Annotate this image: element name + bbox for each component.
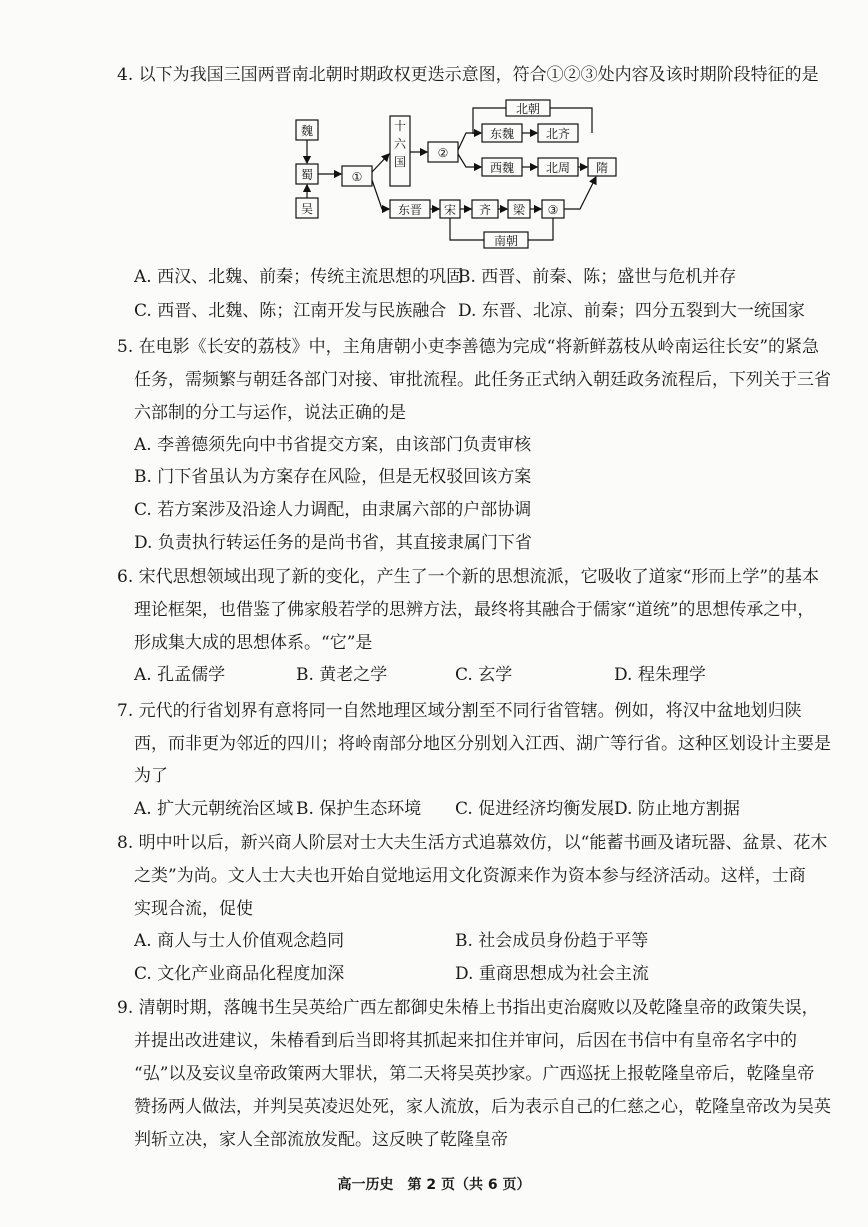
q6-stem-line-2: 理论框架，也借鉴了佛家般若学的思辨方法，最终将其融合于儒家“道统”的思想传承之中， [134,600,815,620]
q6-option-d[interactable]: D. 程朱理学 [614,665,706,685]
q6-option-b[interactable]: B. 黄老之学 [296,665,388,685]
q7-stem-line-3: 为了 [134,766,168,786]
regime-succession-diagram [290,94,630,254]
q6-stem-line-3: 形成集大成的思想体系。“它”是 [134,633,373,653]
q7-option-b[interactable]: B. 保护生态环境 [296,799,422,819]
node-xiwei: 西魏 [489,161,515,175]
q8-option-a[interactable]: A. 商人与士人价值观念趋同 [134,931,345,951]
node-beiqi: 北齐 [545,127,571,141]
label-nanchao: 南朝 [493,234,519,248]
node-shiliuguo-1: 十 [393,119,407,133]
q7-stem-line-1: 7. 元代的行省划界有意将同一自然地理区域分割至不同行省管辖。例如，将汉中盆地划归陕 [117,701,802,721]
node-beizhou: 北周 [545,161,571,175]
q7-option-d[interactable]: D. 防止地方割据 [614,799,740,819]
node-blank-1: ① [351,170,363,184]
q5-option-a[interactable]: A. 李善德须先向中书省提交方案，由该部门负责审核 [134,435,532,455]
q5-option-d[interactable]: D. 负责执行转运任务的是尚书省，其直接隶属门下省 [134,533,532,553]
node-shu: 蜀 [300,168,314,182]
q5-stem-line-2: 任务，需频繁与朝廷各部门对接、审批流程。此任务正式纳入朝廷政务流程后，下列关于三省 [134,370,831,390]
q8-option-c[interactable]: C. 文化产业商品化程度加深 [134,964,345,984]
q4-stem: 4. 以下为我国三国两晋南北朝时期政权更迭示意图，符合①②③处内容及该时期阶段特征的是 [117,65,819,85]
q9-stem-line-4: 赞扬两人做法，并判吴英凌迟处死，家人流放，后为表示自己的仁慈之心，乾隆皇帝改为吴英 [134,1097,831,1117]
q9-stem-line-3: “弘”以及妄议皇帝政策两大罪状，第二天将吴英抄家。广西巡抚上报乾隆皇帝后，乾隆皇帝 [134,1064,815,1084]
q8-option-d[interactable]: D. 重商思想成为社会主流 [455,964,649,984]
q9-stem-line-5: 判斩立决，家人全部流放发配。这反映了乾隆皇帝 [134,1130,508,1150]
q8-option-b[interactable]: B. 社会成员身份趋于平等 [455,931,649,951]
node-wu: 吴 [300,202,314,216]
node-liang: 梁 [512,203,526,217]
q7-stem-line-2: 西，而非更为邻近的四川；将岭南部分地区分别划入江西、湖广等行省。这种区划设计主要是 [134,734,831,754]
node-shiliuguo-3: 国 [393,155,407,169]
q8-stem-line-2: 之类”为尚。文人士大夫也开始自觉地运用文化资源来作为资本参与经济活动。这样，士商 [134,866,806,886]
q6-stem-line-1: 6. 宋代思想领域出现了新的变化，产生了一个新的思想流派，它吸收了道家“形而上学”的基本 [117,567,820,587]
q4-option-b[interactable]: B. 西晋、前秦、陈；盛世与危机并存 [458,267,737,287]
q8-stem-line-1: 8. 明中叶以后，新兴商人阶层对士大夫生活方式追慕效仿，以“能蓄书画及诸玩器、盆景、花木 [117,833,828,853]
node-blank-2: ② [437,146,449,160]
node-dongjin: 东晋 [397,203,423,217]
q4-option-d[interactable]: D. 东晋、北凉、前秦；四分五裂到大一统国家 [458,301,805,321]
q4-option-a[interactable]: A. 西汉、北魏、前秦；传统主流思想的巩固 [134,267,464,287]
node-qi: 齐 [478,203,492,217]
node-wei: 魏 [300,124,314,138]
node-dongwei: 东魏 [489,127,515,141]
q6-option-c[interactable]: C. 玄学 [455,665,513,685]
node-sui: 隋 [595,161,609,175]
page-footer: 高一历史 第 2 页（共 6 页） [337,1177,531,1193]
q9-stem-line-1: 9. 清朝时期，落魄书生吴英给广西左都御史朱椿上书指出吏治腐败以及乾隆皇帝的政策失误， [117,998,819,1018]
q8-stem-line-3: 实现合流，促使 [134,899,253,919]
q5-stem-line-3: 六部制的分工与运作，说法正确的是 [134,403,406,423]
q7-option-c[interactable]: C. 促进经济均衡发展 [455,799,615,819]
q4-option-c[interactable]: C. 西晋、北魏、陈；江南开发与民族融合 [134,301,447,321]
q7-option-a[interactable]: A. 扩大元朝统治区域 [134,799,294,819]
node-song: 宋 [443,203,457,217]
q6-option-a[interactable]: A. 孔孟儒学 [134,665,226,685]
node-blank-3: ③ [547,203,559,217]
q9-stem-line-2: 并提出改进建议，朱椿看到后当即将其抓起来扣住并审问，后因在书信中有皇帝名字中的 [134,1031,797,1051]
label-beichao: 北朝 [515,102,541,116]
q5-option-b[interactable]: B. 门下省虽认为方案存在风险，但是无权驳回该方案 [134,467,532,487]
q5-option-c[interactable]: C. 若方案涉及沿途人力调配，由隶属六部的户部协调 [134,500,532,520]
q5-stem-line-1: 5. 在电影《长安的荔枝》中，主角唐朝小吏李善德为完成“将新鲜荔枝从岭南运往长安”的紧急 [117,337,820,357]
node-shiliuguo-2: 六 [393,137,407,151]
